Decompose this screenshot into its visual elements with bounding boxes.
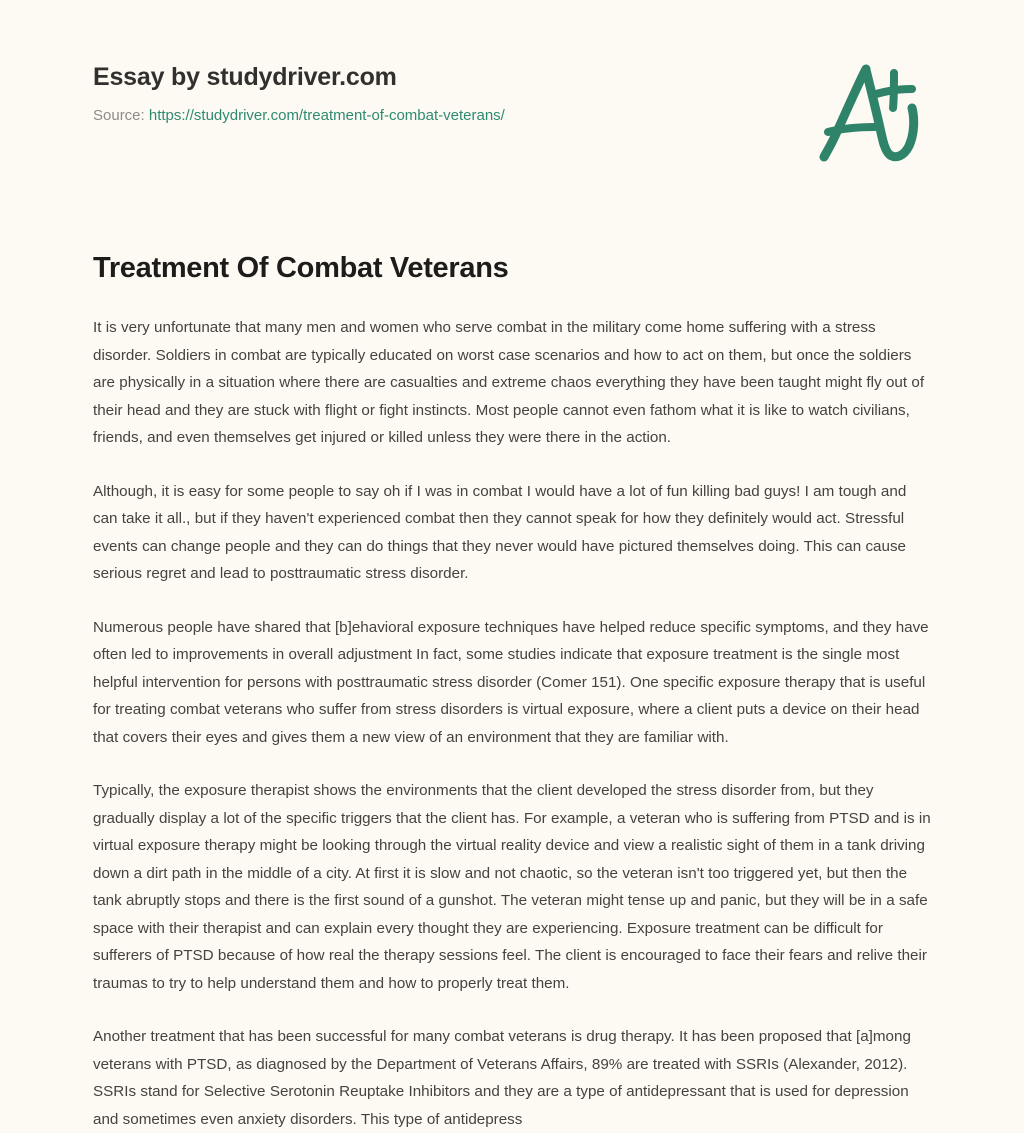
paragraph: Another treatment that has been successful for many combat veterans is drug therapy. It has been proposed that [a]mong veterans with PTSD, as diagnosed by the Department of Veterans Affairs, 89% are treated with SSRIs (Alexander, 2012). SSRIs stand for Selective Serotonin Reuptake Inhibitors and they are a type of antidepressant that is used for depression and sometimes even anxiety disorders. This type of antidepress [93,1028,911,1128]
source-label: Source: [93,107,149,124]
paragraph: It is very unfortunate that many men and women who serve combat in the military come home suffering with a stress disorder. Soldiers in combat are typically educated on worst case scenarios and how to act on them, but once the soldiers are physically in a situation where there are casualties and extreme chaos everything they have been taught might fly out of their head and they are stuck with flight or fight instincts. Most people cannot even fathom what it is like to watch civilians, friends, and even themselves get injured or killed unless they were there in the action. [93,319,925,447]
a-plus-logo-icon [812,58,930,170]
article-container [93,250,933,1133]
paragraph: Although, it is easy for some people to say oh if I was in combat I would have a lot of fun killing bad guys! I am tough and can take it all., but if they haven't experienced combat then they cannot speak for how they definitely would act. Stressful events can change people and they can do things that they never would have pictured themselves doing. This can cause serious regret and lead to posttraumatic stress disorder. [93,482,907,583]
document-header [0,0,1024,200]
a-plus-logo [812,58,930,170]
article-body [93,314,933,1133]
source-line [93,106,505,126]
paragraph: Typically, the exposure therapist shows the environments that the client developed the stress disorder from, but they gradually display a lot of the specific triggers that the client has. For example, a veteran who is suffering from PTSD and is in virtual exposure therapy might be looking through the virtual reality device and view a realistic sight of them in a tank driving down a dirt path in the middle of a city. At first it is slow and not chaotic, so the veteran isn't too triggered yet, but then the tank abruptly stops and there is the first sound of a gunshot. The veteran might tense up and panic, but they will be in a safe space with their therapist and can explain every thought they are experiencing. Exposure treatment can be difficult for sufferers of PTSD because of how real the therapy sessions feel. The client is encouraged to face their fears and relive their traumas to try to help understand them and how to properly treat them. [93,782,931,992]
header-text-block [93,62,505,126]
essay-byline: Essay by studydriver.com [93,63,397,91]
paragraph: Numerous people have shared that [b]ehavioral exposure techniques have helped reduce specific symptoms, and they have often led to improvements in overall adjustment In fact, some studies indicate that exposure treatment is the single most helpful intervention for persons with posttraumatic stress disorder (Comer 151). One specific exposure therapy that is useful for treating combat veterans who suffer from stress disorders is virtual exposure, where a client puts a device on their head that covers their eyes and gives them a new view of an environment that they are familiar with. [93,618,929,746]
page-title: Treatment Of Combat Veterans [93,252,509,284]
source-url-link[interactable]: https://studydriver.com/treatment-of-combat-veterans/ [148,107,505,124]
